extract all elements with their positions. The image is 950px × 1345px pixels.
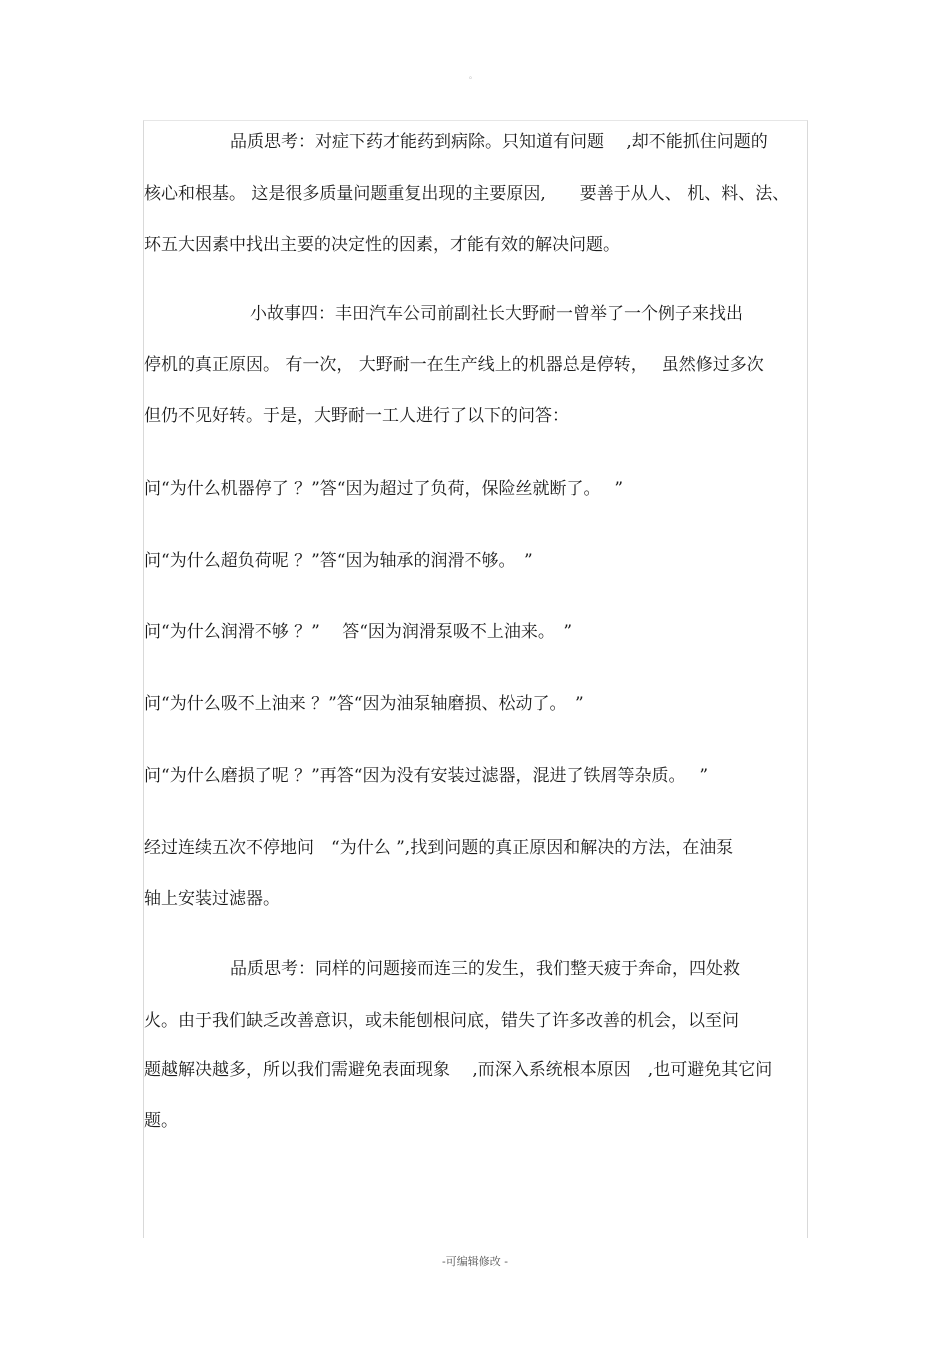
text-line: 核心和根基。 这是很多质量问题重复出现的主要原因, 要善于从人、 机、料、法、 xyxy=(144,184,790,204)
text-line: 题。 xyxy=(144,1111,178,1131)
text-line: 环五大因素中找出主要的决定性的因素，才能有效的解决问题。 xyxy=(144,235,620,255)
text-line: 题越解决越多，所以我们需避免表面现象 ,而深入系统根本原因 ,也可避免其它问 xyxy=(144,1060,773,1080)
qa-line: 问“为什么吸不上油来 ？”答“因为油泵轴磨损、松动了。 ” xyxy=(144,694,584,714)
text-line: 轴上安装过滤器。 xyxy=(144,889,280,909)
qa-line: 问“为什么超负荷呢 ？”答“因为轴承的润滑不够。 ” xyxy=(144,551,533,571)
text-line: 小故事四：丰田汽车公司前副社长大野耐一曾举了一个例子来找出 xyxy=(250,304,743,324)
qa-line: 问“为什么润滑不够 ？” 答“因为润滑泵吸不上油来。 ” xyxy=(144,622,573,642)
text-line: 火。由于我们缺乏改善意识，或未能刨根问底，错失了许多改善的机会，以至问 xyxy=(144,1011,739,1031)
text-line: 品质思考：对症下药才能药到病除。只知道有问题 ,却不能抓住问题的 xyxy=(230,132,768,152)
text-line: 经过连续五次不停地问 “为什么 ”,找到问题的真正原因和解决的方法，在油泵 xyxy=(144,838,734,858)
qa-line: 问“为什么磨损了呢 ？”再答“因为没有安装过滤器，混进了铁屑等杂质。 ” xyxy=(144,766,709,786)
text-line: 停机的真正原因。 有一次， 大野耐一在生产线上的机器总是停转， 虽然修过多次 xyxy=(144,355,764,375)
page-footer: -可编辑修改 - xyxy=(442,1255,508,1268)
page-mark: 。 xyxy=(469,71,477,80)
text-line: 品质思考：同样的问题接而连三的发生，我们整天疲于奔命，四处救 xyxy=(230,959,740,979)
qa-line: 问“为什么机器停了 ？”答“因为超过了负荷，保险丝就断了。 ” xyxy=(144,479,624,499)
text-line: 但仍不见好转。于是，大野耐一工人进行了以下的问答： xyxy=(144,406,569,426)
